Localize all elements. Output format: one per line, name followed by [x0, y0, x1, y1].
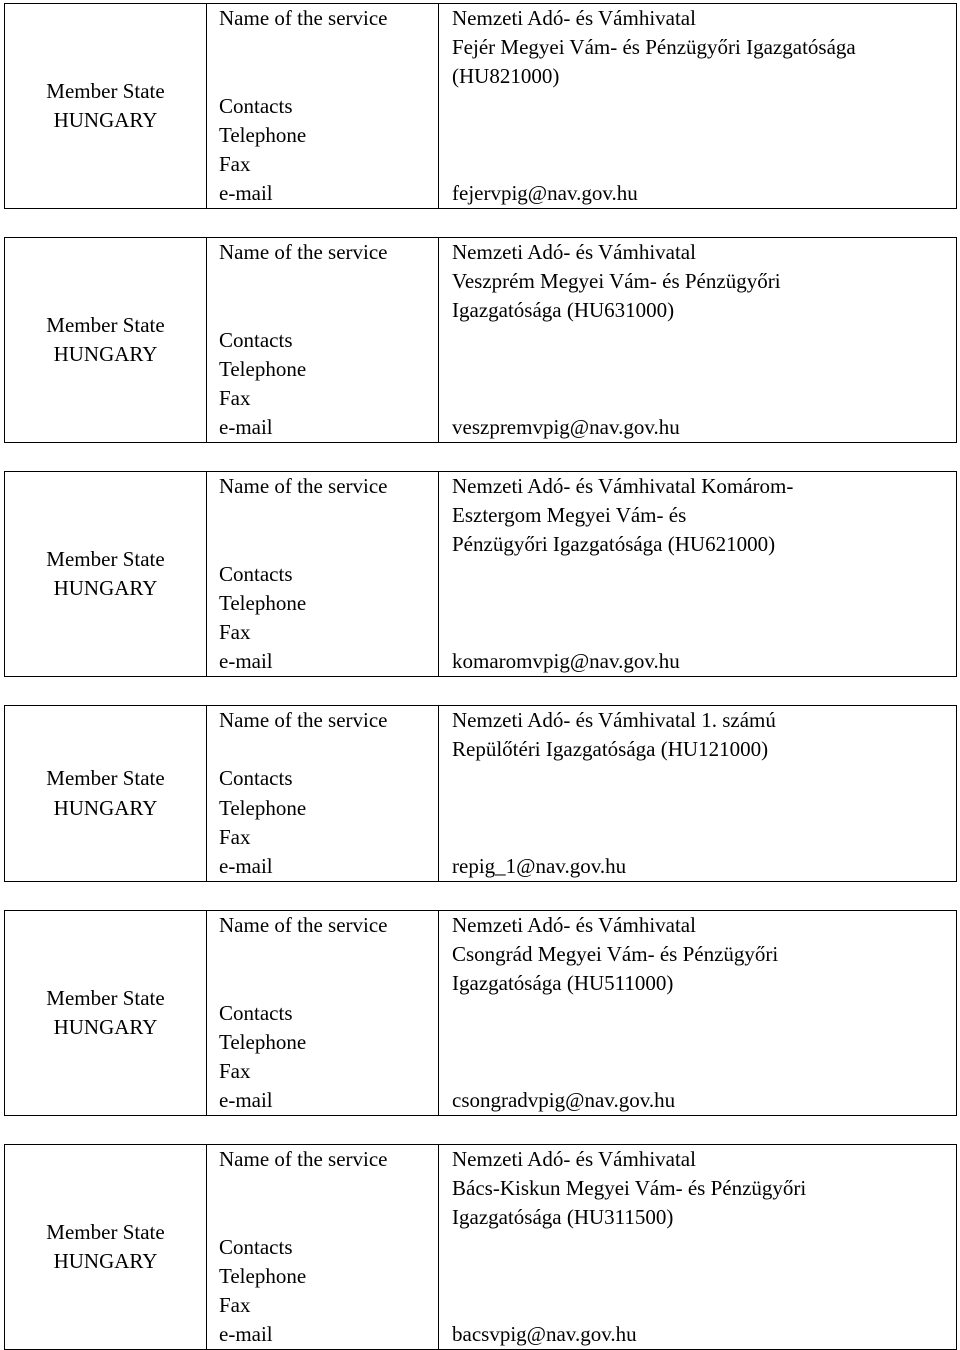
member-state-cell: [5, 911, 207, 1116]
contacts-label: Contacts: [219, 93, 293, 118]
contacts-label: Contacts: [219, 327, 293, 352]
telephone-label: Telephone: [219, 590, 307, 615]
telephone-label: Telephone: [219, 795, 307, 820]
member-state-label: Member State: [46, 1219, 165, 1244]
service-name-line: Nemzeti Adó- és Vámhivatal: [452, 240, 696, 264]
service-name-line: Fejér Megyei Vám- és Pénzügyőri Igazgatósága: [452, 35, 856, 60]
telephone-label: Telephone: [219, 122, 307, 147]
service-table-6: [4, 1144, 957, 1350]
telephone-label: Telephone: [219, 1029, 307, 1054]
service-table-5: [4, 910, 957, 1116]
service-name-line: Repülőtéri Igazgatósága (HU121000): [452, 737, 769, 762]
email-label: e-mail: [219, 1322, 273, 1347]
email-value[interactable]: veszpremvpig@nav.gov.hu: [452, 415, 680, 440]
member-state-cell: [5, 706, 207, 882]
field-values: [439, 706, 957, 882]
telephone-label: Telephone: [219, 1263, 307, 1288]
member-state-cell: [5, 472, 207, 677]
service-table-3: [4, 471, 957, 677]
fax-label: Fax: [219, 151, 251, 176]
member-state-cell: [5, 4, 207, 209]
email-label: e-mail: [219, 649, 273, 674]
email-label: e-mail: [219, 1088, 273, 1113]
email-value[interactable]: komaromvpig@nav.gov.hu: [452, 649, 680, 674]
service-name-line: Nemzeti Adó- és Vámhivatal: [452, 913, 696, 937]
service-name-line: Csongrád Megyei Vám- és Pénzügyőri: [452, 942, 779, 967]
name-of-service-label: Name of the service: [219, 6, 388, 30]
member-state-label: Member State: [46, 78, 165, 103]
fax-label: Fax: [219, 385, 251, 410]
contacts-label: Contacts: [219, 766, 293, 791]
contacts-label: Contacts: [219, 1000, 293, 1025]
field-labels: [207, 1145, 439, 1350]
name-of-service-label: Name of the service: [219, 913, 388, 937]
service-name-line: Igazgatósága (HU311500): [452, 1205, 674, 1230]
country-name: HUNGARY: [53, 1249, 158, 1274]
field-labels: [207, 4, 439, 209]
member-state-label: Member State: [46, 766, 165, 791]
field-labels: [207, 706, 439, 882]
service-name-line: Nemzeti Adó- és Vámhivatal Komárom-: [452, 474, 794, 498]
country-name: HUNGARY: [53, 1015, 158, 1040]
name-of-service-label: Name of the service: [219, 708, 388, 732]
field-values: [439, 472, 957, 677]
telephone-label: Telephone: [219, 356, 307, 381]
email-value[interactable]: fejervpig@nav.gov.hu: [452, 181, 638, 206]
country-name: HUNGARY: [53, 576, 158, 601]
member-state-label: Member State: [46, 546, 165, 571]
field-values: [439, 911, 957, 1116]
email-label: e-mail: [219, 415, 273, 440]
field-labels: [207, 472, 439, 677]
fax-label: Fax: [219, 1292, 251, 1317]
member-state-label: Member State: [46, 312, 165, 337]
email-label: e-mail: [219, 181, 273, 206]
fax-label: Fax: [219, 619, 251, 644]
service-table-2: [4, 237, 957, 443]
service-name-line: Igazgatósága (HU511000): [452, 971, 674, 996]
name-of-service-label: Name of the service: [219, 474, 388, 498]
country-name: HUNGARY: [53, 108, 158, 133]
email-label: e-mail: [219, 853, 273, 878]
fax-label: Fax: [219, 1058, 251, 1083]
email-value[interactable]: repig_1@nav.gov.hu: [452, 853, 627, 878]
service-table-4: [4, 705, 957, 882]
member-state-label: Member State: [46, 985, 165, 1010]
service-name-line: Bács-Kiskun Megyei Vám- és Pénzügyőri: [452, 1176, 807, 1201]
field-values: [439, 4, 957, 209]
service-name-line: Esztergom Megyei Vám- és: [452, 503, 687, 528]
service-name-line: (HU821000): [452, 64, 560, 89]
service-name-line: Nemzeti Adó- és Vámhivatal: [452, 6, 696, 30]
country-name: HUNGARY: [53, 342, 158, 367]
field-labels: [207, 911, 439, 1116]
service-name-line: Veszprém Megyei Vám- és Pénzügyőri: [452, 269, 781, 294]
service-table-1: [4, 3, 957, 209]
contacts-label: Contacts: [219, 1234, 293, 1259]
service-name-line: Pénzügyőri Igazgatósága (HU621000): [452, 532, 776, 557]
field-values: [439, 238, 957, 443]
email-value[interactable]: csongradvpig@nav.gov.hu: [452, 1088, 676, 1113]
contacts-label: Contacts: [219, 561, 293, 586]
field-values: [439, 1145, 957, 1350]
member-state-cell: [5, 238, 207, 443]
field-labels: [207, 238, 439, 443]
name-of-service-label: Name of the service: [219, 240, 388, 264]
member-state-cell: [5, 1145, 207, 1350]
service-name-line: Igazgatósága (HU631000): [452, 298, 675, 323]
service-name-line: Nemzeti Adó- és Vámhivatal: [452, 1147, 696, 1171]
country-name: HUNGARY: [53, 795, 158, 820]
fax-label: Fax: [219, 824, 251, 849]
name-of-service-label: Name of the service: [219, 1147, 388, 1171]
service-name-line: Nemzeti Adó- és Vámhivatal 1. számú: [452, 708, 776, 732]
email-value[interactable]: bacsvpig@nav.gov.hu: [452, 1322, 637, 1347]
